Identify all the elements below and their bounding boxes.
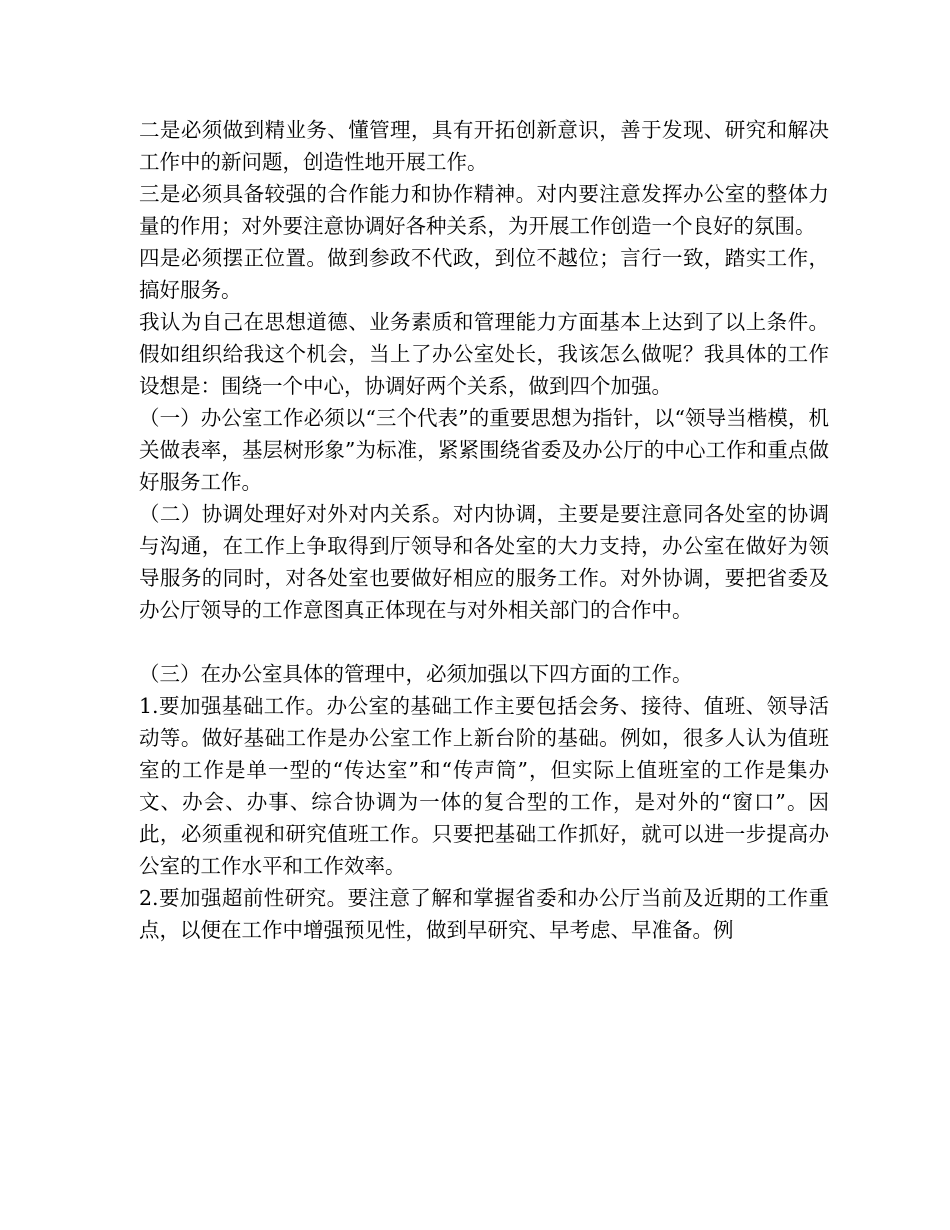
paragraph-self-assessment: 我认为自己在思想道德、业务素质和管理能力方面基本上达到了以上条件。假如组织给我这个机会，当上了办公室处长，我该怎么做呢？我具体的工作设想是：围绕一个中心，协调好两个关系，做到四个加强。 [139,310,829,398]
paragraph-item-one: 1.要加强基础工作。办公室的基础工作主要包括会务、接待、值班、领导活动等。做好基础工作是办公室工作上新台阶的基础。例如，很多人认为值班室的工作是单一型的“传达室”和“传声筒”，但实际上值班室的工作是集办文、办会、办事、综合协调为一体的复合型的工作，是对外的“窗口”。因此，必须重视和研究值班工作。只要把基础工作抓好，就可以进一步提高办公室的工作水平和工作效率。 [139,694,829,878]
paragraph-third-requirement: 三是必须具备较强的合作能力和协作精神。对内要注意发挥办公室的整体力量的作用；对外要注意协调好各种关系，为开展工作创造一个良好的氛围。 [139,182,829,238]
paragraph-section-three: （三）在办公室具体的管理中，必须加强以下四方面的工作。 [139,662,693,686]
paragraph-spacer [139,626,829,658]
paragraph-section-one: （一）办公室工作必须以“三个代表”的重要思想为指针，以“领导当楷模，机关做表率，基层树形象”为标准，紧紧围绕省委及办公厅的中心工作和重点做好服务工作。 [139,406,829,494]
document-body [139,114,829,946]
paragraph-item-two: 2.要加强超前性研究。要注意了解和掌握省委和办公厅当前及近期的工作重点，以便在工作中增强预见性，做到早研究、早考虑、早准备。例 [139,886,829,942]
paragraph-second-requirement: 二是必须做到精业务、懂管理，具有开拓创新意识，善于发现、研究和解决工作中的新问题，创造性地开展工作。 [139,118,829,174]
paragraph-fourth-requirement: 四是必须摆正位置。做到参政不代政，到位不越位；言行一致，踏实工作，搞好服务。 [139,246,829,302]
paragraph-section-two: （二）协调处理好对外对内关系。对内协调，主要是要注意同各处室的协调与沟通，在工作上争取得到厅领导和各处室的大力支持，办公室在做好为领导服务的同时，对各处室也要做好相应的服务工作。对外协调，要把省委及办公厅领导的工作意图真正体现在与对外相关部门的合作中。 [139,502,829,622]
